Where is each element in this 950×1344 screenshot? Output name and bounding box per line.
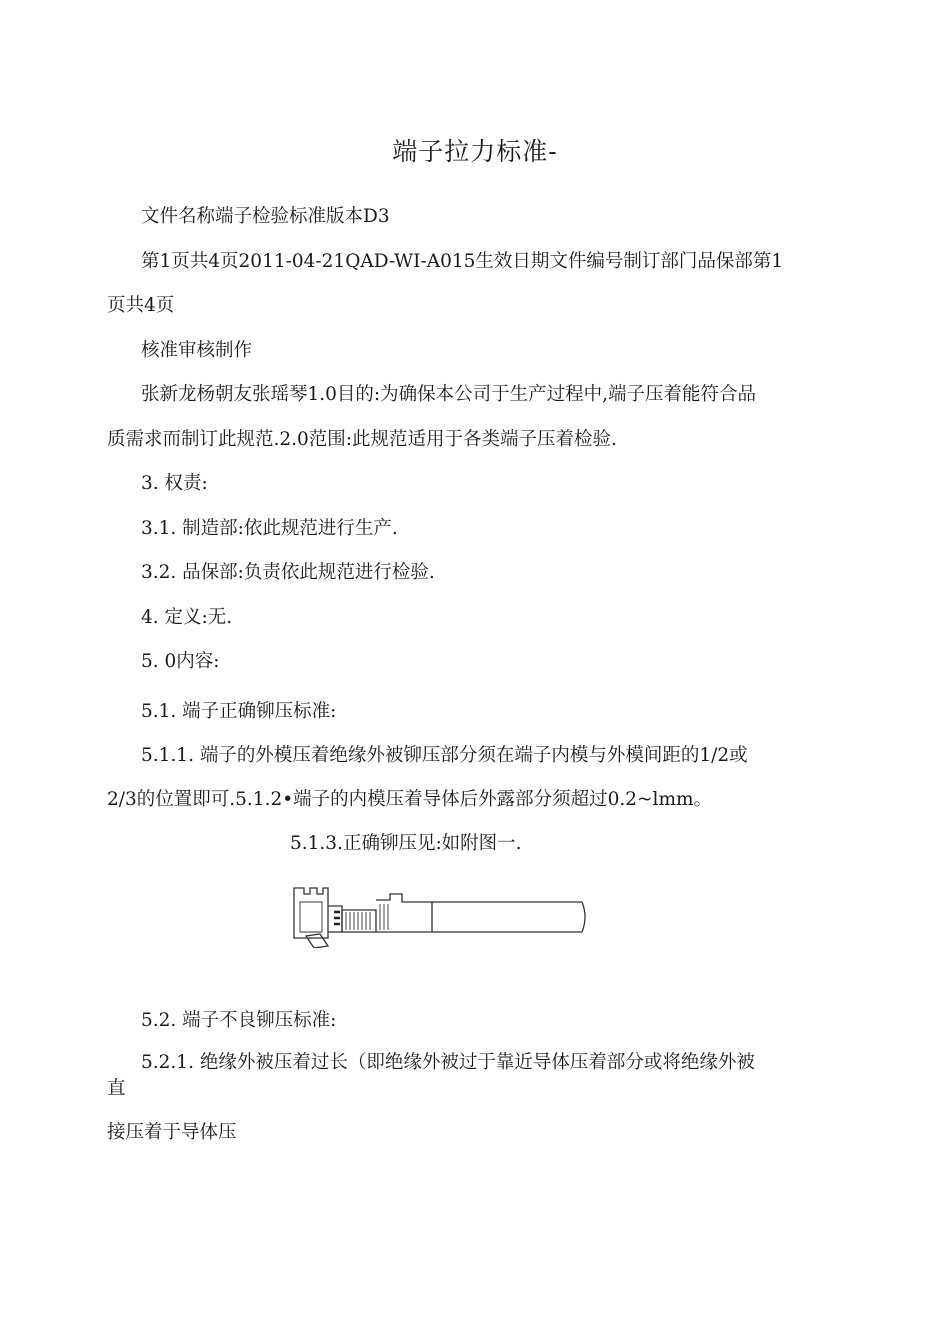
- section-5-1: 5.1. 端子正确铆压标准:: [141, 701, 337, 722]
- section-definition: 4. 定义:无.: [141, 607, 233, 628]
- document-title: 端子拉力标准-: [392, 137, 558, 166]
- text-line-purpose: 张新龙杨朝友张瑶琴1.0目的:为确保本公司于生产过程中,端子压着能符合品: [141, 384, 757, 405]
- section-5-1-1: 5.1.1. 端子的外模压着绝缘外被铆压部分须在端子内模与外模间距的1/2或: [141, 745, 748, 766]
- section-5-2: 5.2. 端子不良铆压标准:: [141, 1010, 337, 1031]
- section-5-1-3: 5.1.3.正确铆压见:如附图一.: [290, 833, 522, 854]
- text-line-file-name: 文件名称端子检验标准版本D3: [141, 206, 390, 227]
- section-responsibility: 3. 权责:: [141, 473, 208, 494]
- section-3-1: 3.1. 制造部:依此规范进行生产.: [141, 518, 398, 539]
- terminal-crimp-figure: [290, 882, 586, 948]
- section-5-2-1: 5.2.1. 绝缘外被压着过长（即绝缘外被过于靠近导体压着部分或将绝缘外被: [141, 1052, 755, 1073]
- section-3-2: 3.2. 品保部:负责依此规范进行检验.: [141, 562, 435, 583]
- section-5-2-1-wrap: 直: [107, 1078, 126, 1099]
- section-5-1-1-cont: 2/3的位置即可.5.1.2•端子的内模压着导体后外露部分须超过0.2~lmm。: [107, 789, 713, 810]
- text-line-page-info-cont: 页共4页: [107, 295, 175, 316]
- section-content: 5. 0内容:: [141, 651, 220, 672]
- section-5-2-1-cont: 接压着于导体压: [107, 1122, 237, 1143]
- text-line-approval: 核准审核制作: [141, 340, 253, 361]
- text-line-page-info: 第1页共4页2011-04-21QAD-WI-A015生效日期文件编号制订部门品保部第1: [141, 251, 784, 272]
- text-line-purpose-cont: 质需求而制订此规范.2.0范围:此规范适用于各类端子压着检验.: [107, 429, 617, 450]
